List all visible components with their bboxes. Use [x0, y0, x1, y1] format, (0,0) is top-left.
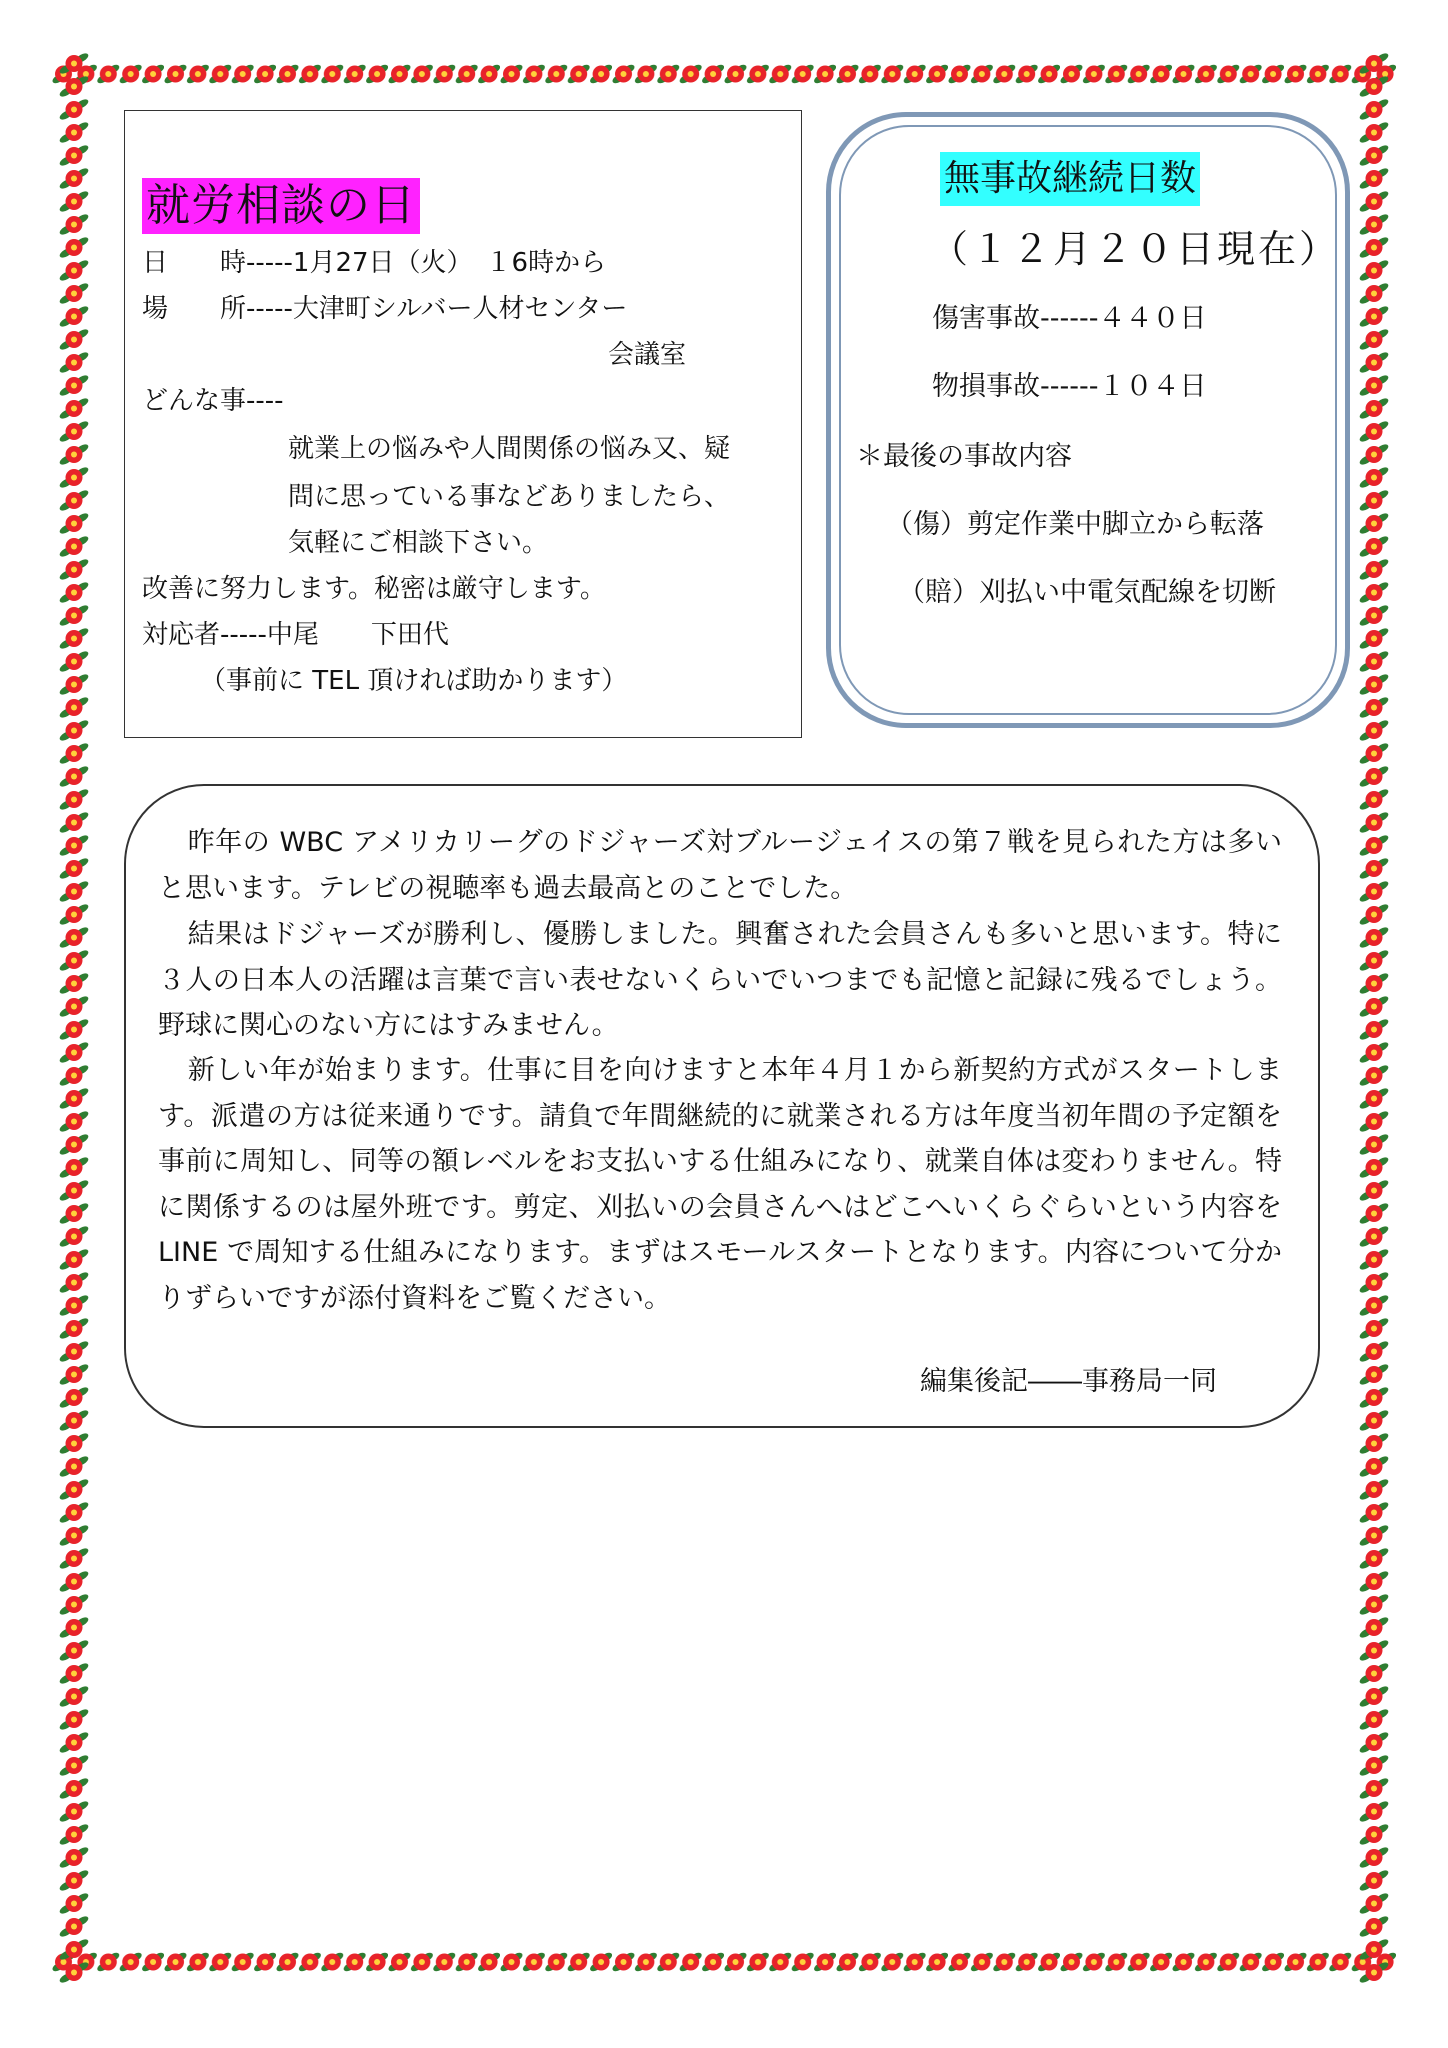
- accident-last-property: （賠）刈払い中電気配線を切断: [898, 577, 1276, 608]
- accident-last-injury: （傷）剪定作業中脚立から転落: [886, 509, 1264, 540]
- consultation-what-label: どんな事----: [142, 386, 284, 416]
- datetime-value: 1月27日（火） １6時から: [292, 248, 607, 278]
- consultation-room: 会議室: [608, 340, 687, 370]
- editorial-paragraph-1: 昨年の WBC アメリカリーグのドジャーズ対ブルージェイスの第７戦を見られた方は多いと思います。テレビの視聴率も過去最高とのことでした。: [158, 827, 1282, 904]
- consultation-datetime: [142, 246, 606, 280]
- datetime-label: 日 時-----: [142, 248, 293, 278]
- editorial-paragraph-2: 結果はドジャーズが勝利し、優勝しました。興奮された会員さんも多いと思います。特に３人の日本人の活躍は言葉で言い表せないくらいでいつまでも記憶と記録に残るでしょう。野球に関心のない方にはすみません。: [158, 919, 1282, 1041]
- accident-injury-days: 傷害事故------４４０日: [932, 303, 1207, 334]
- editorial-paragraph-3: 新しい年が始まります。仕事に目を向けますと本年４月１から新契約方式がスタートします。派遣の方は従来通りです。請負で年間継続的に就業される方は年度当初年間の予定額を事前に周知し、同等の額レベルをお支払いする仕組みになり、就業自体は変わりません。特に関係するのは屋外班です。剪定、刈払いの会員さんへはどこへいくらぐらいという内容を LINE で周知する仕組みになります。まずはスモールスタートとなります。内容について分かりずらいですが添付資料をご覧ください。: [158, 1055, 1282, 1314]
- consultation-note: （事前に TEL 頂ければ助かります）: [200, 666, 628, 696]
- flower-border-bottom: [52, 1940, 1396, 1984]
- place-value: 大津町シルバー人材センター: [292, 294, 628, 324]
- place-label: 場 所-----: [142, 294, 293, 324]
- accident-property-days: 物損事故------１０４日: [932, 371, 1207, 402]
- flower-border-top: [52, 52, 1396, 96]
- flower-border-left: [52, 52, 96, 1984]
- editorial-signature: 編集後記――事務局一同: [920, 1366, 1217, 1397]
- consultation-what-line2: 問に思っている事などありましたら、: [288, 482, 731, 512]
- flower-border-right: [1352, 52, 1396, 1984]
- consultation-title: 就労相談の日: [142, 178, 420, 234]
- consultation-place: [142, 292, 627, 326]
- consultation-improve: 改善に努力します。秘密は厳守します。: [142, 574, 606, 604]
- consultation-responder: 対応者-----中尾 下田代: [142, 620, 449, 650]
- accident-as-of: （１２月２０日現在）: [930, 227, 1341, 271]
- accident-last-label: ＊最後の事故内容: [856, 441, 1072, 472]
- consultation-what-line3: 気軽にご相談下さい。: [288, 528, 549, 558]
- accident-title: 無事故継続日数: [940, 152, 1200, 206]
- consultation-what-line1: 就業上の悩みや人間関係の悩み又、疑: [288, 434, 731, 464]
